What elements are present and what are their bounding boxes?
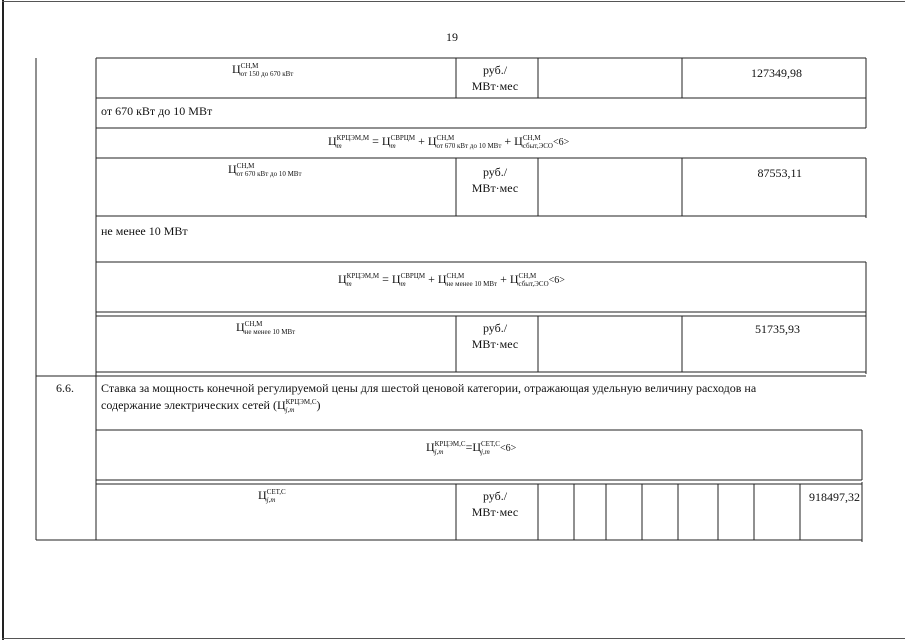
item-number: 6.6. xyxy=(56,381,74,395)
range-label: от 670 кВт до 10 МВт xyxy=(101,104,213,118)
formula: Ц КРЦЭМ,С j,m =Ц СЕТ,С j,m <6> xyxy=(426,440,517,457)
unit-label: руб./ МВт·мес xyxy=(471,321,519,351)
range-label: не менее 10 МВт xyxy=(101,224,188,238)
tariff-symbol: Ц СН,М от 670 кВт до 10 МВт xyxy=(228,162,302,179)
tariff-value: 918497,32 xyxy=(809,490,860,504)
tariff-symbol: Ц СН,М не менее 10 МВт xyxy=(236,320,296,337)
formula: Ц КРЦЭМ,М m = Ц СВРЦМ m + Ц СН,М от 670 кВт до 10 МВт + Ц СН,М сбыт,ЭСО <6> xyxy=(328,134,570,151)
unit-label: руб./ МВт·мес xyxy=(471,165,519,195)
tariff-symbol: Ц СЕТ,С j,m xyxy=(258,488,286,505)
tariff-value: 51735,93 xyxy=(755,322,800,336)
unit-label: руб./ МВт·мес xyxy=(471,489,519,519)
tariff-value: 87553,11 xyxy=(757,166,802,180)
item-description-line2: содержание электрических сетей (Ц КРЦЭМ,С j,m ) xyxy=(101,398,321,415)
tariff-value: 127349,98 xyxy=(751,66,802,80)
item-description-line1: Ставка за мощность конечной регулируемой цены для шестой ценовой категории, отражающая удельную величину расходов на xyxy=(101,381,757,395)
page-number: 19 xyxy=(446,30,458,44)
unit-label: руб./ МВт·мес xyxy=(471,63,519,93)
tariff-symbol: Ц СН,М от 150 до 670 кВт xyxy=(232,62,294,79)
formula: Ц КРЦЭМ,М m = Ц СВРЦМ m + Ц СН,М не менее 10 МВт + Ц СН,М сбыт,ЭСО <6> xyxy=(338,272,565,289)
